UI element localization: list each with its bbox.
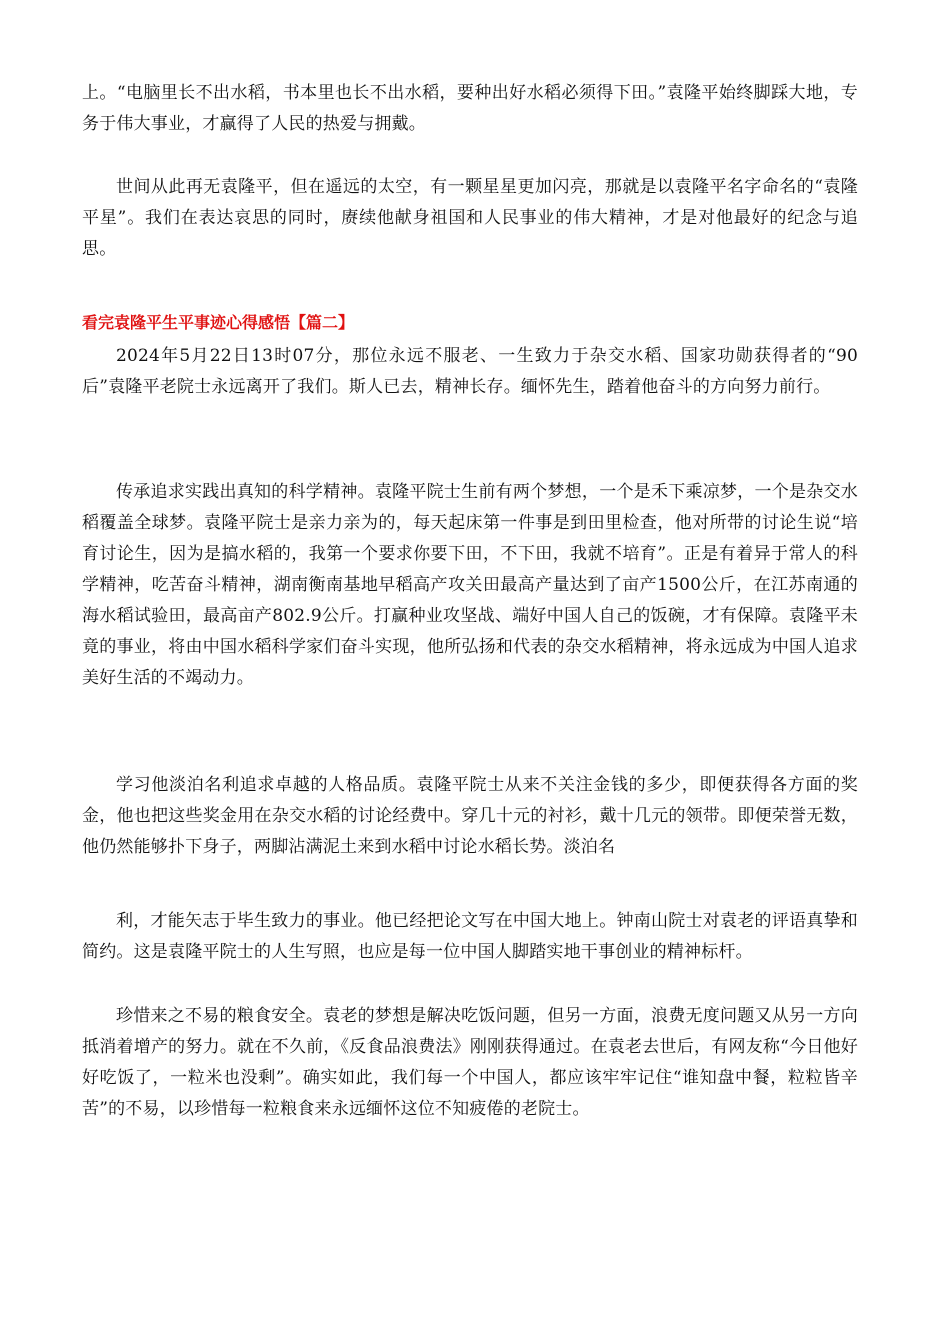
paragraph-yuan-longping-star: 世间从此再无袁隆平，但在遥远的太空，有一颗星星更加闪亮，那就是以袁隆平名字命名的“袁隆平星”。我们在表达哀思的同时，赓续他献身祖国和人民事业的伟大精神，才是对他最好的纪念与追思。 <box>82 177 858 259</box>
paragraph-continuation: 上。“电脑里长不出水稻，书本里也长不出水稻，要种出好水稻必须得下田。”袁隆平始终脚踩大地，专务于伟大事业，才赢得了人民的热爱与拥戴。 <box>82 83 858 134</box>
paragraph-character: 学习他淡泊名利追求卓越的人格品质。袁隆平院士从来不关注金钱的多少，即便获得各方面的奖金，他也把这些奖金用在杂交水稻的讨论经费中。穿几十元的衬衫，戴十几元的领带。即便荣誉无数，他仍然能够扑下身子，两脚沾满泥土来到水稻中讨论水稻长势。淡泊名 <box>82 775 858 857</box>
paragraph-food-security: 珍惜来之不易的粮食安全。袁老的梦想是解决吃饭问题，但另一方面，浪费无度问题又从另一方向抵消着增产的努力。就在不久前，《反食品浪费法》刚刚获得通过。在袁老去世后，有网友称“今日他好好吃饭了，一粒米也没剩”。确实如此，我们每一个中国人，都应该牢牢记住“谁知盘中餐，粒粒皆辛苦”的不易，以珍惜每一粒粮食来永远缅怀这位不知疲倦的老院士。 <box>82 1006 858 1119</box>
paragraph-intro: 2024年5月22日13时07分，那位永远不服老、一生致力于杂交水稻、国家功勋获得者的“90后”袁隆平老院士永远离开了我们。斯人已去，精神长存。缅怀先生，踏着他奋斗的方向努力前行。 <box>82 346 858 397</box>
paragraph-character-cont: 利，才能矢志于毕生致力的事业。他已经把论文写在中国大地上。钟南山院士对袁老的评语真挚和简约。这是袁隆平院士的人生写照，也应是每一位中国人脚踏实地干事创业的精神标杆。 <box>82 911 858 962</box>
paragraph-science-spirit: 传承追求实践出真知的科学精神。袁隆平院士生前有两个梦想，一个是禾下乘凉梦，一个是杂交水稻覆盖全球梦。袁隆平院士是亲力亲为的，每天起床第一件事是到田里检查，他对所带的讨论生说“培育讨论生，因为是搞水稻的，我第一个要求你要下田，不下田，我就不培育”。正是有着异于常人的科学精神，吃苦奋斗精神，湖南衡南基地早稻高产攻关田最高产量达到了亩产1500公斤，在江苏南通的海水稻试验田，最高亩产802.9公斤。打赢种业攻坚战、端好中国人自己的饭碗，才有保障。袁隆平未竟的事业，将由中国水稻科学家们奋斗实现，他所弘扬和代表的杂交水稻精神，将永远成为中国人追求美好生活的不竭动力。 <box>82 482 858 688</box>
section-heading: 看完袁隆平生平事迹心得感悟【篇二】 <box>82 313 355 332</box>
